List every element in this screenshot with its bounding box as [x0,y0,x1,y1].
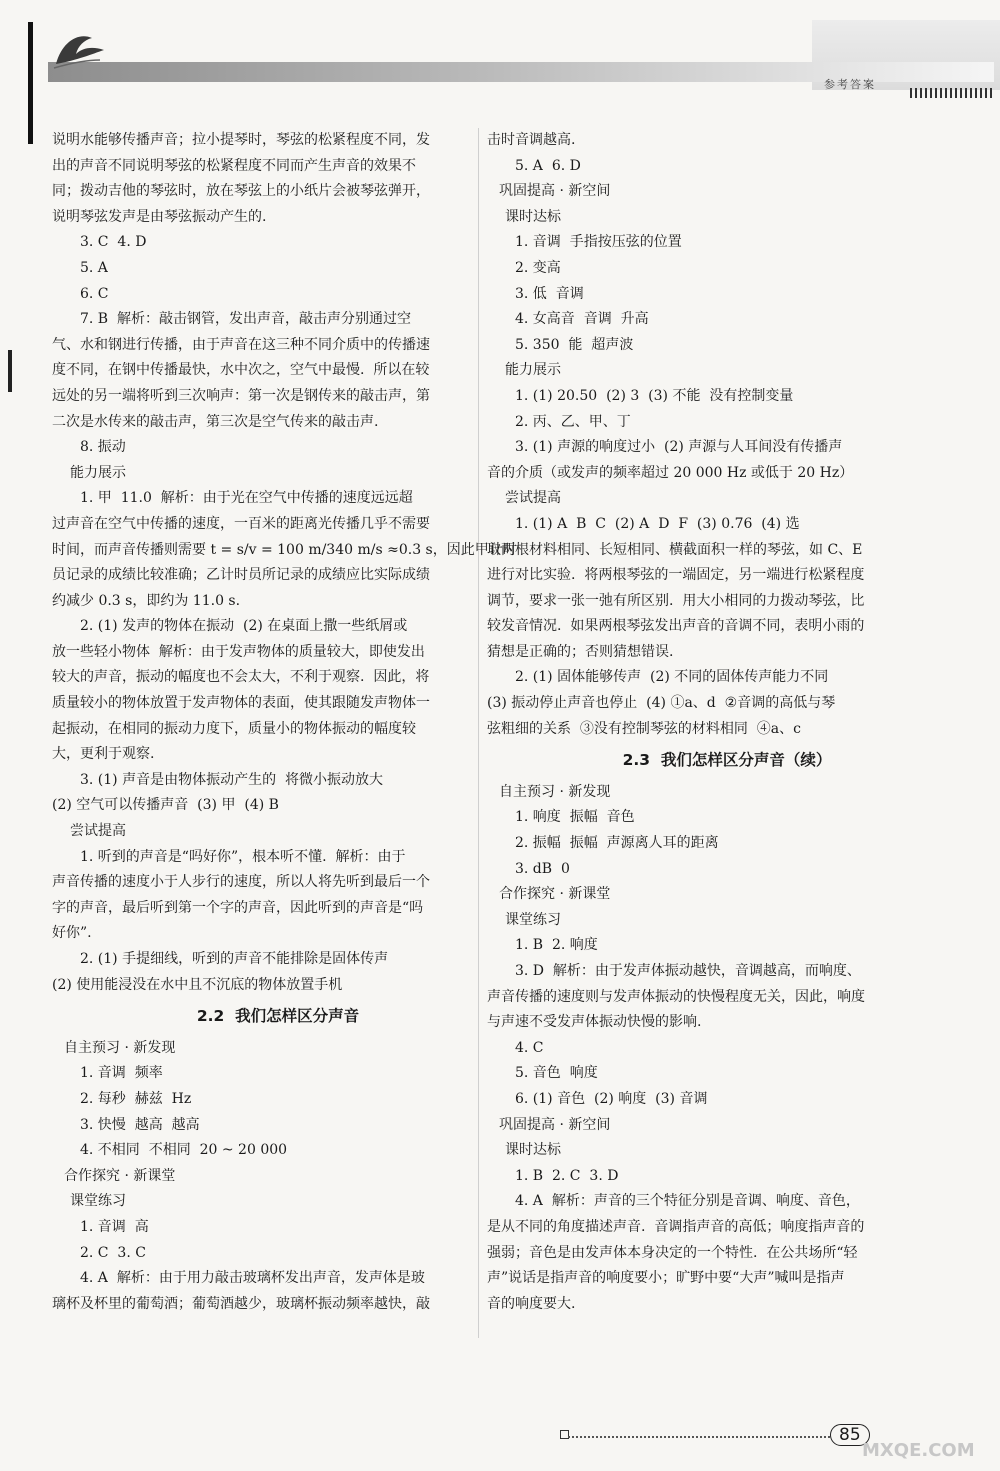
subsection-heading: 课时达标 [505,1142,561,1159]
answer-line: 3. (1) 声源的响度过小 (2) 声源与人耳间没有传播声 [515,439,843,456]
text-line: 音的介质（或发声的频率超过 20 000 Hz 或低于 20 Hz） [487,464,854,481]
answer-line: 3. (1) 声音是由物体振动产生的 将微小振动放大 [80,771,383,788]
answer-line: 2. (1) 固体能够传声 (2) 不同的固体传声能力不同 [515,669,829,686]
left-rule [28,22,33,144]
text-line: 好你”. [52,925,92,942]
section-heading: 合作探究 · 新课堂 [499,886,611,903]
answer-line: 4. 不相同 不相同 20 ~ 20 000 [80,1142,288,1159]
text-line: 同；拨动吉他的琴弦时，放在琴弦上的小纸片会被琴弦弹开， [52,183,430,200]
section-heading: 合作探究 · 新课堂 [64,1167,176,1184]
page-number: 85 [830,1424,870,1446]
text-line: 璃杯及杯里的葡萄酒；葡萄酒越少，玻璃杯振动频率越快，敲 [52,1295,430,1312]
left-column [52,128,517,1317]
subsection-heading: 尝试提高 [70,823,126,840]
answer-line: 3. C 4. D [80,234,147,251]
chapter-title: 2.2 我们怎样区分声音 [196,1007,360,1026]
text-line: 过声音在空气中传播的速度，一百米的距离光传播几乎不需要 [52,515,430,532]
text-line: 起振动，在相同的振动力度下，质量小的物体振动的幅度较 [52,720,416,737]
answer-line: 5. A 6. D [515,157,581,174]
answer-line: 2. 振幅 振幅 声源离人耳的距离 [515,835,719,852]
text-line: 时间，而声音传播则需要 t = s/v = 100 m/340 m/s ≈0.3 s，因此甲计时 [52,541,517,558]
section-heading: 巩固提高 · 新空间 [499,1116,611,1133]
section-heading: 自主预习 · 新发现 [499,783,611,800]
watermark-url: MXQE.COM [862,1440,975,1461]
subsection-heading: 尝试提高 [505,490,561,507]
answer-line: 2. 每秒 赫兹 Hz [80,1090,192,1107]
text-line: 猜想是正确的；否则猜想错误. [487,643,674,660]
section-heading: 巩固提高 · 新空间 [499,183,611,200]
text-line: 是从不同的角度描述声音. 音调指声音的高低；响度指声音的 [487,1218,865,1235]
text-line: 气、水和钢进行传播，由于声音在这三种不同介质中的传播速 [52,336,430,353]
text-line: 击时音调越高. [487,132,576,148]
text-line: 与声速不受发声体振动快慢的影响. [487,1014,702,1031]
header-label: 参考答案 [824,78,876,91]
text-line: 大，更利于观察. [52,746,155,763]
subsection-heading: 能力展示 [505,362,561,379]
text-line: 说明水能够传播声音；拉小提琴时，琴弦的松紧程度不同，发 [52,132,430,148]
answer-line: 7. B 解析：敲击钢管，发出声音，敲击声分别通过空 [80,311,411,328]
subsection-heading: 课时达标 [505,208,561,225]
answer-line: 1. (1) A B C (2) A D F (3) 0.76 (4) 选 [515,515,800,532]
leaf-logo-icon [48,24,108,70]
answer-line: 3. dB 0 [515,860,570,877]
answer-line: 8. 振动 [80,439,126,456]
answer-line: 2. C 3. C [80,1244,146,1261]
text-line: 质量较小的物体放置于发声物体的表面，使其跟随发声物体一 [52,695,430,712]
margin-mark [8,350,12,392]
answer-line: 4. C [515,1039,544,1056]
text-line: 强弱；音色是由发声体本身决定的一个特性. 在公共场所“轻 [487,1244,858,1261]
answer-line: 5. 350 能 超声波 [515,336,634,353]
text-line: (3) 振动停止声音也停止 (4) ①a、d ②音调的高低与琴 [487,695,836,712]
text-line: 取两根材料相同、长短相同、横截面积一样的琴弦，如 C、E [487,541,863,558]
answer-line: 1. 听到的声音是“吗好你”，根本听不懂. 解析：由于 [80,848,406,865]
answer-line: 1. (1) 20.50 (2) 3 (3) 不能 没有控制变量 [515,387,794,404]
subsection-heading: 能力展示 [70,464,126,481]
answer-line: 1. B 2. 响度 [515,937,598,954]
text-line: 出的声音不同说明琴弦的松紧程度不同而产生声音的效果不 [52,157,416,174]
text-line: 字的声音，最后听到第一个字的声音，因此听到的声音是“吗 [52,899,424,916]
answer-line: 4. A 解析：由于用力敲击玻璃杯发出声音，发声体是玻 [80,1270,425,1287]
text-line: (2) 使用能浸没在水中且不沉底的物体放置手机 [52,976,343,993]
answer-line: 5. A [80,259,108,276]
text-line: 声音传播的速度小于人步行的速度，所以人将先听到最后一个 [52,874,430,891]
header-stripes [910,88,994,98]
answer-line: 2. 丙、乙、甲、丁 [515,413,631,430]
text-line: (2) 空气可以传播声音 (3) 甲 (4) B [52,797,279,814]
chapter-title: 2.3 我们怎样区分声音（续） [622,751,832,770]
answer-line: 4. 女高音 音调 升高 [515,311,649,328]
text-line: 员记录的成绩比较准确；乙计时员所记录的成绩应比实际成绩 [52,567,430,584]
text-line: 声”说话是指声音的响度要小；旷野中要“大声”喊叫是指声 [487,1270,845,1287]
answer-line: 5. 音色 响度 [515,1065,598,1082]
answer-line: 2. 变高 [515,259,561,276]
text-line: 说明琴弦发声是由琴弦振动产生的. [52,208,267,225]
text-line: 进行对比实验. 将两根琴弦的一端固定，另一端进行松紧程度 [487,567,865,584]
text-line: 放一些轻小物体 解析：由于发声物体的质量较大，即使发出 [52,643,425,660]
text-line: 度不同，在钢中传播最快，水中次之，空气中最慢. 所以在较 [52,362,430,379]
right-column [487,128,967,1317]
text-line: 弦粗细的关系 ③没有控制琴弦的材料相同 ④a、c [487,720,801,737]
answer-line: 3. D 解析：由于发声体振动越快，音调越高，而响度、 [515,963,861,979]
answer-line: 6. C [80,285,109,302]
text-line: 约减少 0.3 s，即约为 11.0 s. [52,592,241,609]
subsection-heading: 课堂练习 [70,1193,126,1210]
answer-line: 3. 低 音调 [515,285,584,302]
text-line: 二次是水传来的敲击声，第三次是空气传来的敲击声. [52,413,379,430]
answer-line: 2. (1) 发声的物体在振动 (2) 在桌面上撒一些纸屑或 [80,618,408,635]
subsection-heading: 课堂练习 [505,911,561,928]
answer-line: 1. 响度 振幅 音色 [515,809,635,826]
answer-line: 1. 音调 频率 [80,1065,163,1082]
text-line: 较发音情况. 如果两根琴弦发出声音的音调不同，表明小雨的 [487,618,865,635]
footer-dotted-line [568,1436,830,1440]
text-line: 音的响度要大. [487,1295,576,1312]
answer-line: 1. B 2. C 3. D [515,1167,619,1184]
answer-line: 1. 音调 高 [80,1218,149,1235]
text-line: 调节，要求一张一弛有所区别. 用大小相同的力拨动琴弦，比 [487,592,865,609]
answer-line: 4. A 解析：声音的三个特征分别是音调、响度、音色， [515,1193,860,1210]
answer-line: 2. (1) 手提细线，听到的声音不能排除是固体传声 [80,951,389,967]
text-line: 声音传播的速度则与发声体振动的快慢程度无关，因此，响度 [487,988,865,1005]
answer-line: 3. 快慢 越高 越高 [80,1116,200,1133]
answer-line: 6. (1) 音色 (2) 响度 (3) 音调 [515,1090,708,1107]
text-line: 较大的声音，振动的幅度也不会太大，不利于观察. 因此，将 [52,669,430,686]
section-heading: 自主预习 · 新发现 [64,1039,176,1056]
answer-line: 1. 甲 11.0 解析：由于光在空气中传播的速度远远超 [80,490,413,507]
text-line: 远处的另一端将听到三次响声：第一次是钢传来的敲击声，第 [52,387,430,404]
answer-line: 1. 音调 手指按压弦的位置 [515,234,682,251]
